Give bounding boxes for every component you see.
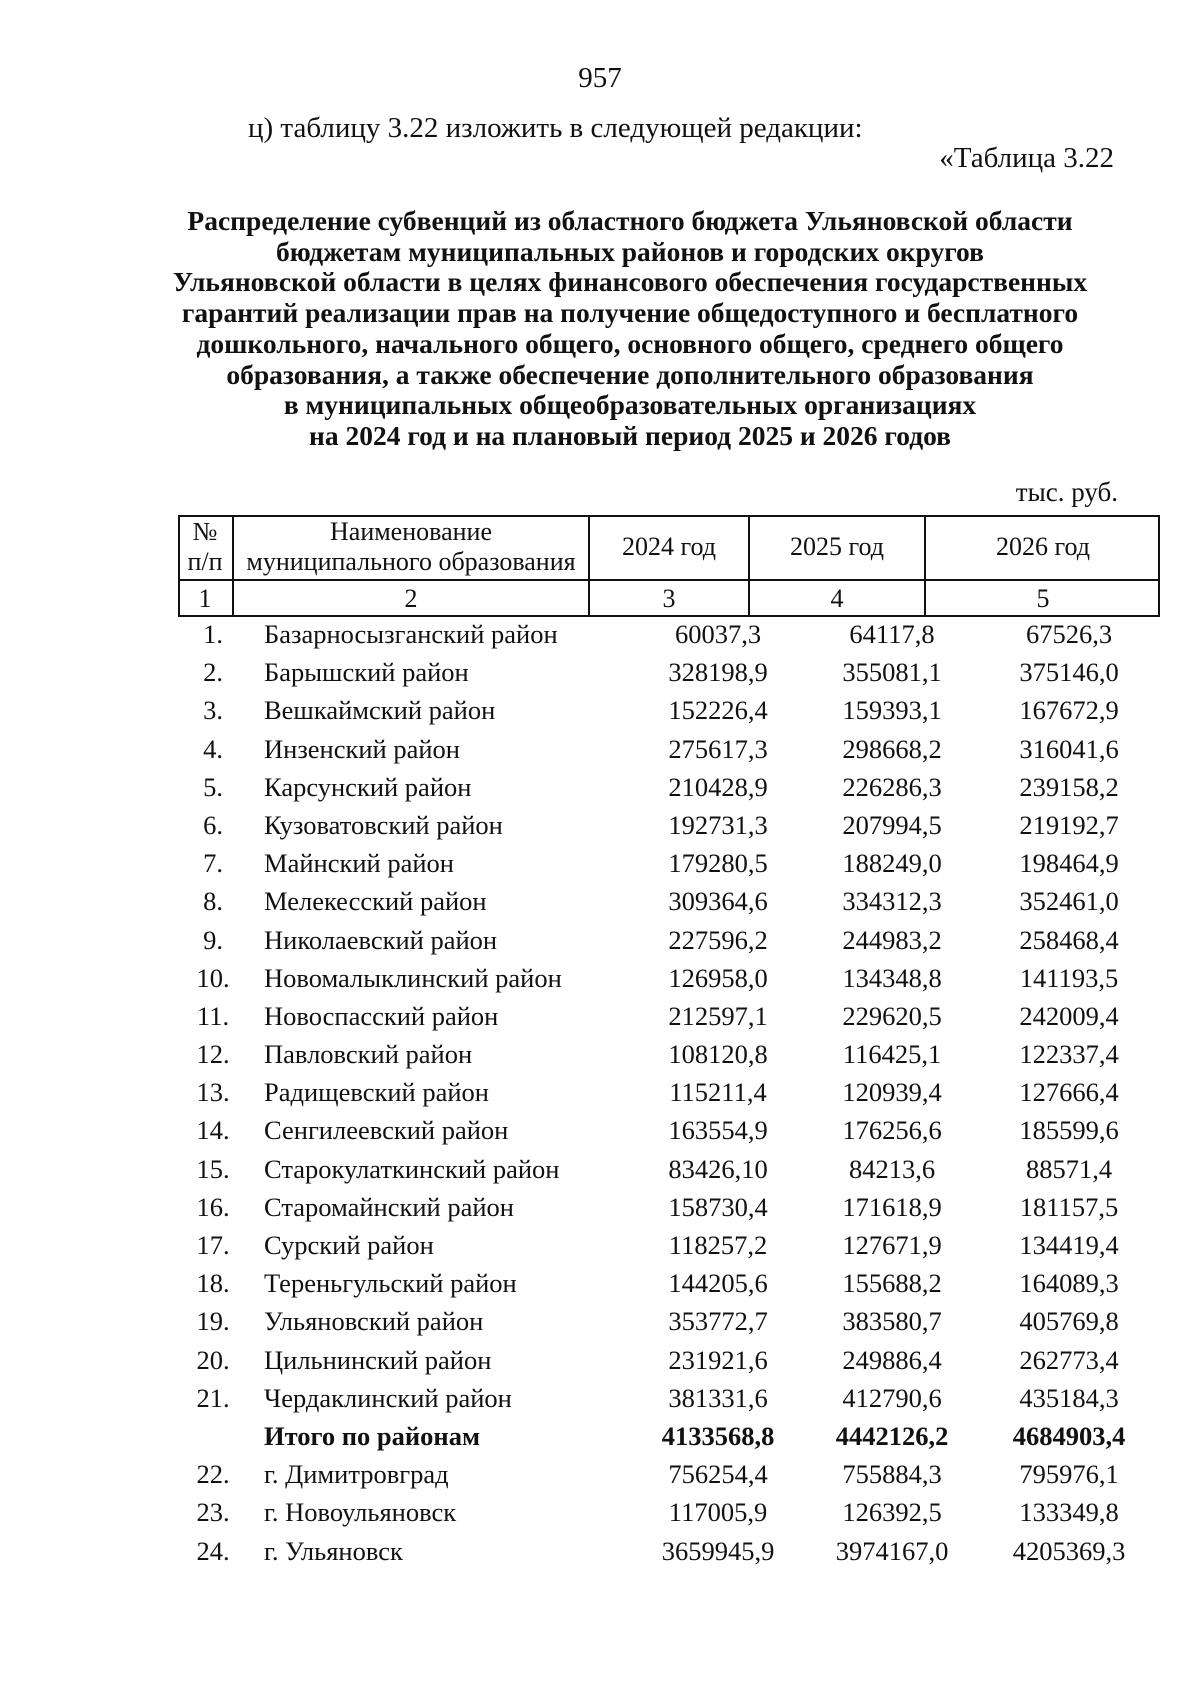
value-2026: 316041,6: [1019, 733, 1119, 764]
table-body: [178, 617, 1160, 1572]
row-name: Новомалыклинский район: [264, 962, 562, 993]
table-row: [178, 617, 1160, 655]
table-row: [178, 1495, 1160, 1533]
value-2025: 171618,9: [842, 1191, 942, 1222]
table-row: [178, 1228, 1160, 1266]
units-label: тыс. руб.: [1015, 477, 1118, 507]
value-2024: 115211,4: [669, 1077, 767, 1108]
row-number: 3.: [203, 695, 223, 726]
row-name: Карсунский район: [264, 771, 472, 802]
value-2025: 3974167,0: [835, 1535, 949, 1566]
value-2025: 207994,5: [842, 809, 942, 840]
document-title: [130, 206, 1130, 452]
table-row: [178, 1037, 1160, 1075]
value-2026: 167672,9: [1019, 695, 1119, 726]
value-2024: 117005,9: [668, 1497, 768, 1528]
value-2025: 116425,1: [842, 1039, 942, 1070]
table-row: [178, 732, 1160, 770]
row-name: Мелекесский район: [264, 886, 487, 917]
value-2026: 4205369,3: [1012, 1535, 1126, 1566]
table-row: [178, 999, 1160, 1037]
value-2026: 141193,5: [1019, 962, 1119, 993]
value-2024: 158730,4: [668, 1191, 768, 1222]
value-2024: 756254,4: [668, 1459, 768, 1490]
row-name: Базарносызганский район: [264, 619, 558, 649]
value-2026: 219192,7: [1019, 809, 1119, 840]
page-number: 957: [578, 62, 622, 94]
row-name: Николаевский район: [264, 924, 498, 955]
value-2024: 3659945,9: [661, 1535, 775, 1566]
table-row: [178, 1381, 1160, 1419]
value-2024: 381331,6: [668, 1382, 768, 1413]
row-number: 10.: [196, 962, 230, 993]
value-2026: 242009,4: [1019, 1000, 1119, 1031]
value-2026: 122337,4: [1019, 1039, 1119, 1070]
row-name: г. Димитровград: [264, 1459, 449, 1490]
row-number: 8.: [203, 886, 223, 917]
table-row: [178, 1266, 1160, 1304]
row-number: 16.: [196, 1191, 230, 1222]
table-row: [178, 808, 1160, 846]
row-number: 21.: [196, 1382, 230, 1413]
row-name: Итого по районам: [264, 1420, 480, 1451]
table-row: [178, 1075, 1160, 1113]
value-2026: 795976,1: [1019, 1459, 1119, 1490]
value-2026: 198464,9: [1019, 848, 1119, 879]
value-2024: 212597,1: [668, 1000, 768, 1031]
table-row: [178, 846, 1160, 884]
value-2025: 155688,2: [842, 1268, 942, 1299]
value-2025: 127671,9: [842, 1230, 942, 1260]
value-2026: 88571,4: [1025, 1153, 1113, 1184]
row-name: Тереньгульский район: [264, 1268, 517, 1299]
value-2024: 108120,8: [668, 1039, 768, 1070]
header-2025: 2025 год: [790, 532, 884, 561]
table-row: [178, 1190, 1160, 1228]
row-name: Старомайнский район: [264, 1191, 514, 1222]
row-number: 12.: [196, 1039, 230, 1070]
row-name: Майнский район: [264, 848, 454, 879]
value-2024: 328198,9: [668, 657, 768, 688]
row-number: 11.: [196, 1000, 230, 1031]
value-2025: 84213,6: [848, 1153, 936, 1184]
column-number: 2: [404, 584, 418, 613]
value-2026: 4684903,4: [1012, 1420, 1126, 1451]
value-2024: 192731,3: [668, 809, 768, 840]
row-number: 22.: [196, 1459, 230, 1490]
row-name: Вешкаймский район: [264, 695, 496, 726]
value-2026: 375146,0: [1019, 657, 1119, 688]
title-line: Распределение субвенций из областного бюджета Ульяновской области: [187, 205, 1073, 236]
value-2026: 127666,4: [1019, 1077, 1119, 1108]
value-2024: 309364,6: [668, 886, 768, 917]
value-2025: 755884,3: [842, 1459, 942, 1490]
value-2025: 4442126,2: [835, 1420, 949, 1451]
header-name: Наименование муниципального образования: [246, 517, 576, 576]
header-2026: 2026 год: [996, 532, 1090, 561]
column-number: 5: [1036, 584, 1050, 613]
value-2025: 383580,7: [842, 1306, 942, 1337]
value-2025: 244983,2: [842, 924, 942, 955]
value-2025: 226286,3: [842, 771, 942, 802]
value-2026: 181157,5: [1019, 1191, 1119, 1222]
instruction-text: ц) таблицу 3.22 изложить в следующей редакции:: [248, 112, 863, 144]
table-row: [178, 884, 1160, 922]
row-number: 14.: [196, 1115, 230, 1146]
title-line: бюджетам муниципальных районов и городских округов: [276, 235, 984, 267]
row-number: 19.: [196, 1306, 230, 1337]
row-number: 1.: [203, 619, 223, 649]
value-2024: 152226,4: [668, 695, 768, 726]
value-2024: 275617,3: [668, 733, 768, 764]
row-name: Старокулаткинский район: [264, 1153, 560, 1184]
title-line: на 2024 год и на плановый период 2025 и 2026 годов: [308, 419, 952, 451]
row-number: 15.: [196, 1153, 230, 1184]
table-row: [178, 1457, 1160, 1495]
value-2025: 159393,1: [842, 695, 942, 726]
row-name: Кузоватовский район: [264, 809, 503, 840]
table-row: [178, 693, 1160, 731]
row-name: Новоспасский район: [264, 1000, 499, 1031]
value-2026: 239158,2: [1019, 771, 1119, 802]
value-2026: 164089,3: [1019, 1268, 1119, 1299]
value-2024: 60037,3: [674, 619, 762, 649]
value-2024: 163554,9: [668, 1115, 768, 1146]
value-2025: 412790,6: [842, 1382, 942, 1413]
value-2025: 126392,5: [842, 1497, 942, 1528]
value-2025: 120939,4: [842, 1077, 942, 1108]
table-row: [178, 1113, 1160, 1151]
row-name: Цильнинский район: [264, 1344, 492, 1375]
value-2026: 258468,4: [1019, 924, 1119, 955]
value-2026: 435184,3: [1019, 1382, 1119, 1413]
value-2025: 229620,5: [842, 1000, 942, 1031]
row-name: Барышский район: [264, 657, 469, 688]
title-line: образования, а также обеспечение дополнительного образования: [226, 358, 1034, 390]
value-2026: 133349,8: [1019, 1497, 1119, 1528]
header-num: № п/п: [187, 517, 223, 576]
title-line: дошкольного, начального общего, основного общего, среднего общего: [196, 327, 1064, 359]
value-2026: 134419,4: [1019, 1230, 1119, 1260]
value-2026: 352461,0: [1019, 886, 1119, 917]
row-number: 23.: [196, 1497, 230, 1528]
value-2026: 262773,4: [1019, 1344, 1119, 1375]
table-row-total: [178, 1419, 1160, 1457]
row-name: Инзенский район: [264, 733, 460, 764]
row-name: Радищевский район: [264, 1077, 489, 1108]
row-name: Ульяновский район: [264, 1306, 484, 1337]
value-2026: 405769,8: [1019, 1306, 1119, 1337]
value-2024: 210428,9: [668, 771, 768, 802]
value-2024: 118257,2: [668, 1230, 768, 1260]
row-number: 18.: [196, 1268, 230, 1299]
row-number: 7.: [203, 848, 223, 879]
row-number: 13.: [196, 1077, 230, 1108]
row-name: Сурский район: [264, 1230, 434, 1260]
value-2025: 249886,4: [842, 1344, 942, 1375]
value-2024: 126958,0: [668, 962, 768, 993]
value-2025: 334312,3: [842, 886, 942, 917]
header-2024: 2024 год: [622, 532, 716, 561]
value-2026: 67526,3: [1025, 619, 1113, 649]
row-number: 2.: [203, 657, 223, 688]
table-row: [178, 961, 1160, 999]
value-2025: 176256,6: [842, 1115, 942, 1146]
title-line: гарантий реализации прав на получение общедоступного и бесплатного: [181, 297, 1079, 329]
row-number: 20.: [196, 1344, 230, 1375]
value-2024: 179280,5: [668, 848, 768, 879]
table-row: [178, 770, 1160, 808]
row-name: г. Новоульяновск: [264, 1497, 457, 1528]
row-name: г. Ульяновск: [264, 1535, 403, 1566]
value-2025: 298668,2: [842, 733, 942, 764]
value-2024: 144205,6: [668, 1268, 768, 1299]
column-number: 4: [830, 584, 844, 613]
row-name: Чердаклинский район: [264, 1382, 512, 1413]
row-number: 9.: [203, 924, 223, 955]
column-number: 3: [662, 584, 676, 613]
value-2024: 4133568,8: [661, 1420, 775, 1451]
row-number: 24.: [196, 1535, 230, 1566]
value-2025: 64117,8: [849, 619, 935, 649]
table-label: «Таблица 3.22: [939, 142, 1114, 174]
table-header: [178, 515, 1160, 617]
value-2026: 185599,6: [1019, 1115, 1119, 1146]
table-row: [178, 655, 1160, 693]
value-2024: 353772,7: [668, 1306, 768, 1337]
table-row: [178, 923, 1160, 961]
row-name: Павловский район: [264, 1039, 473, 1070]
title-line: в муниципальных общеобразовательных организациях: [283, 389, 977, 421]
column-number: 1: [198, 584, 212, 613]
row-number: 6.: [203, 809, 223, 840]
value-2025: 134348,8: [842, 962, 942, 993]
row-number: 4.: [203, 733, 223, 764]
row-number: 17.: [196, 1230, 230, 1260]
row-name: Сенгилеевский район: [264, 1115, 509, 1146]
table-row: [178, 1152, 1160, 1190]
value-2024: 227596,2: [668, 924, 768, 955]
value-2025: 355081,1: [842, 657, 942, 688]
title-line: Ульяновской области в целях финансового обеспечения государственных: [172, 266, 1088, 298]
value-2025: 188249,0: [842, 848, 942, 879]
value-2024: 83426,10: [668, 1153, 768, 1184]
table-row: [178, 1534, 1160, 1572]
table-row: [178, 1304, 1160, 1342]
value-2024: 231921,6: [668, 1344, 768, 1375]
row-number: 5.: [203, 771, 223, 802]
table-row: [178, 1343, 1160, 1381]
